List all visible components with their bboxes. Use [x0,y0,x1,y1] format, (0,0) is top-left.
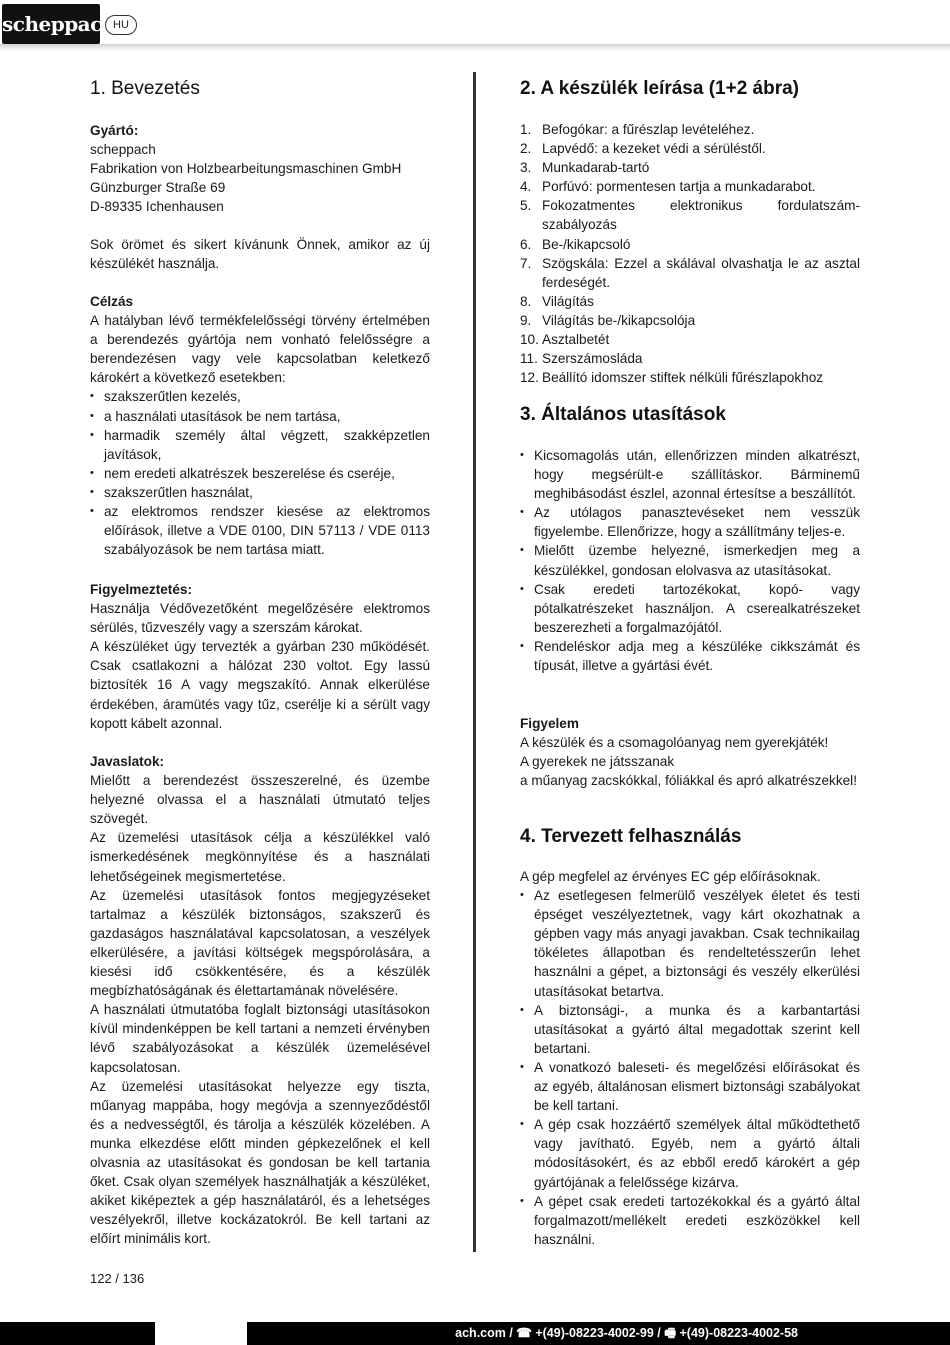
attention-line: A készülék és a csomagolóanyag nem gyerekjáték! [520,735,829,751]
list-item: • Mielőtt üzembe helyezné, ismerkedjen meg a készülékkel, gondosan elolvasva az utasításokat. [520,541,860,579]
list-item [520,330,860,349]
recommendation-paragraph: Az üzemelési utasítások fontos megjegyzéseket tartalmaz a készülék biztonságos, szakszerű és gazdaságos használatával kapcsolatosan, a veszélyek elkerülésére, a javítási költségek megspórolására, a kiesési idő csökkentésére, és a készülék megbízhatóságának és élettartamának növelésére. [90,887,430,999]
item-text: Szerszámosláda [542,351,643,367]
item-number: 5. [520,198,532,214]
list-item [520,235,860,254]
general-instructions-block [520,446,860,675]
recommendation-paragraph: Az üzemelési utasítások célja a készülékkel való ismerkedésének megkönnyítése és a használati lehetőségeinek megismertetése. [90,830,430,884]
item-text: Fokozatmentes elektronikus fordulatszám-szabályozás [542,198,860,233]
item-number: 12. [520,370,539,386]
list-item: • szakszerűtlen használat, [90,483,430,502]
list-item [520,196,860,234]
item-number: 10. [520,332,539,348]
item-number: 9. [520,312,532,328]
item-text: Munkadarab-tartó [542,160,650,176]
intended-use-intro: A gép megfelel az érvényes EC gép előírásoknak. [520,869,821,884]
list-item: • A biztonsági-, a munka és a karbantartási utasításokat a gyártó által megadottak szerint kell betartani. [520,1001,860,1058]
list-item: • Az esetlegesen felmerülő veszélyek életet és testi épséget veszélyeztetnek, vagy kárt okozhatnak a gépben vagy más anyagi javakban. Csak technikailag tökéletes állapotban és rendeltetésszerűn lehet használni a gépet, a biztonsági és veszély elkerülési utasításokat betartva. [520,886,860,1001]
parts-list [520,120,860,387]
recommendation-paragraph: Az üzemelési utasításokat helyezze egy tiszta, műanyag mappába, hogy megóvja a szennyeződéstől és a nedvességtől, és tárolja a készülék közelében. A munka elkezdése előtt minden gépkezelőnek el kell olvasnia az utasításokat és gondosan be kell tartania őket. Csak olyan személyek használhatják a készüléket, akiket kiképeztek a gép használatáról, és a lehetséges veszélyekről, illetve kockázatokról. Be kell tartani az előírt minimális kort. [90,1078,430,1247]
section-1-title: 1. Bevezetés [90,78,200,99]
manufacturer-line: scheppach [90,142,156,158]
scheppach-logo: scheppach [2,4,100,44]
list-item [520,311,860,330]
item-text: Világítás [542,293,594,309]
item-number: 11. [520,351,538,367]
purpose-block [90,292,430,559]
item-text: Asztalbetét [542,332,610,348]
list-item: • Rendeléskor adja meg a készüléke cikkszámát és típusát, illetve a gyártási évét. [520,637,860,675]
manufacturer-line: D-89335 Ichenhausen [90,199,224,215]
attention-label: Figyelem [520,716,579,731]
list-item [520,158,860,177]
parts-list-block [520,120,860,387]
purpose-label: Célzás [90,294,134,309]
list-item: • Kicsomagolás után, ellenőrizzen minden alkatrészt, hogy megsérült-e szállításkor. Bárminemű meghibásodást észlel, azonnal értesítse a beszállítót. [520,446,860,503]
welcome-text: Sok örömet és sikert kívánunk Önnek, amikor az új készülékét használja. [90,237,430,272]
item-text: Befogókar: a fűrészlap levételéhez. [542,122,755,137]
manufacturer-line: Fabrikation von Holzbearbeitungsmaschinen GmbH [90,161,402,177]
purpose-list [90,387,430,559]
page-number: 122 / 136 [90,1271,145,1286]
manufacturer-block [90,121,430,216]
list-item: • harmadik személy által végzett, szakképzetlen javítások, [90,426,430,464]
list-item: • nem eredeti alkatrészek beszerelése és cseréje, [90,464,430,483]
list-item: • az elektromos rendszer kiesése az elektromos előírások, illetve a VDE 0100, DIN 57113 / VDE 0113 szabályozások be nem tartása miatt. [90,502,430,559]
item-number: 3. [520,160,532,176]
list-item [520,349,860,368]
item-text: Szögskála: Ezzel a skálával olvashatja le az asztal ferdeségét. [542,255,860,290]
footer-gap [155,1322,247,1345]
attention-line: a műanyag zacskókkal, fóliákkal és apró alkatrészekkel! [520,773,857,789]
recommendation-paragraph: A használati útmutatóba foglalt biztonsági utasításokon kívül mindenképpen be kell tartani a nemzeti érvényben lévő szabályozásokat a készülék üzemelésével kapcsolatosan. [90,1002,430,1075]
list-item: • Csak eredeti tartozékokat, kopó- vagy pótalkatrészeket használjon. A cserealkatrészeket beszerezheti a forgalmazójától. [520,580,860,637]
list-item [520,368,860,387]
section-3-title: 3. Általános utasítások [520,404,726,425]
warning-paragraph: A készüléket úgy tervezték a gyárban 230 működését. Csak csatlakozni a hálózat 230 voltot. Egy lassú biztosíték 16 A vagy megszakító. Annak elkerülése érdekében, áramütés vagy tűz, cserélje ki a sérült vagy kopott kábelt azonnal. [90,639,430,731]
warning-block [90,580,430,733]
purpose-intro: A hatályban lévő termékfelelősségi törvény értelmében a berendezés gyártója nem vonható felelősségre a berendezésen vagy vele kapcsolatban keletkező károkért a következő esetekben: [90,313,430,386]
attention-block [520,714,860,790]
list-item [520,177,860,196]
column-divider [473,72,476,1252]
list-item: • A gép csak hozzáértő személyek által működtethető vagy javítható. Egyéb, nem a gyártó általi módosításokért, és az ebből eredő károkért a gép gyártójának a felelőssége kizárva. [520,1115,860,1191]
warning-label: Figyelmeztetés: [90,582,192,597]
item-text: Lapvédő: a kezeket védi a sérüléstől. [542,141,766,157]
section-2-title: 2. A készülék leírása (1+2 ábra) [520,78,800,99]
recommendations-block [90,752,430,1248]
item-number: 8. [520,293,532,309]
list-item: • a használati utasítások be nem tartása, [90,407,430,426]
list-item [520,120,860,139]
attention-line: A gyerekek ne játsszanak [520,754,675,770]
list-item: • A gépet csak eredeti tartozékokkal és a gyártó által forgalmazott/mellékelt eredeti eszközökkel kell használni. [520,1192,860,1249]
list-item [520,254,860,292]
manufacturer-line: Günzburger Straße 69 [90,180,226,196]
item-number: 7. [520,255,532,271]
warning-paragraph: Használja Védővezetőként megelőzésére elektromos sérülés, tűzveszély vagy a szerszám károkat. [90,601,430,636]
item-text: Világítás be-/kikapcsolója [542,312,696,328]
footer-contact: ach.com / ☎ +(49)-08223-4002-99 / 🖷 +(49)-08223-4002-58 [455,1326,798,1340]
section-4-title: 4. Tervezett felhasználás [520,826,742,847]
item-text: Be-/kikapcsoló [542,236,631,252]
item-number: 6. [520,236,532,252]
language-badge: HU [105,15,137,35]
recommendations-label: Javaslatok: [90,754,165,769]
intended-use-list [520,886,860,1249]
list-item: • A vonatkozó baleseti- és megelőzési előírásokat és az egyéb, általánosan elismert biztonsági szabályokat be kell tartani. [520,1058,860,1115]
list-item [520,139,860,158]
recommendation-paragraph: Mielőtt a berendezést összeszerelné, és üzembe helyezné olvassa el a használati útmutató teljes szövegét. [90,773,430,827]
general-instructions-list [520,446,860,675]
item-text: Porfúvó: pormentesen tartja a munkadarabot. [542,179,816,195]
list-item: • szakszerűtlen kezelés, [90,387,430,406]
item-text: Beállító idomszer stiftek nélküli fűrészlapokhoz [542,370,824,386]
manufacturer-label: Gyártó: [90,123,139,138]
page-header [0,0,950,50]
item-number: 1. [520,122,532,137]
intended-use-block [520,867,860,1249]
item-number: 2. [520,141,532,157]
header-shadow [0,44,950,52]
list-item: • Az utólagos panasztevéseket nem vesszük figyelembe. Ellenőrizze, hogy a szállítmány teljes-e. [520,503,860,541]
item-number: 4. [520,179,532,195]
list-item [520,292,860,311]
